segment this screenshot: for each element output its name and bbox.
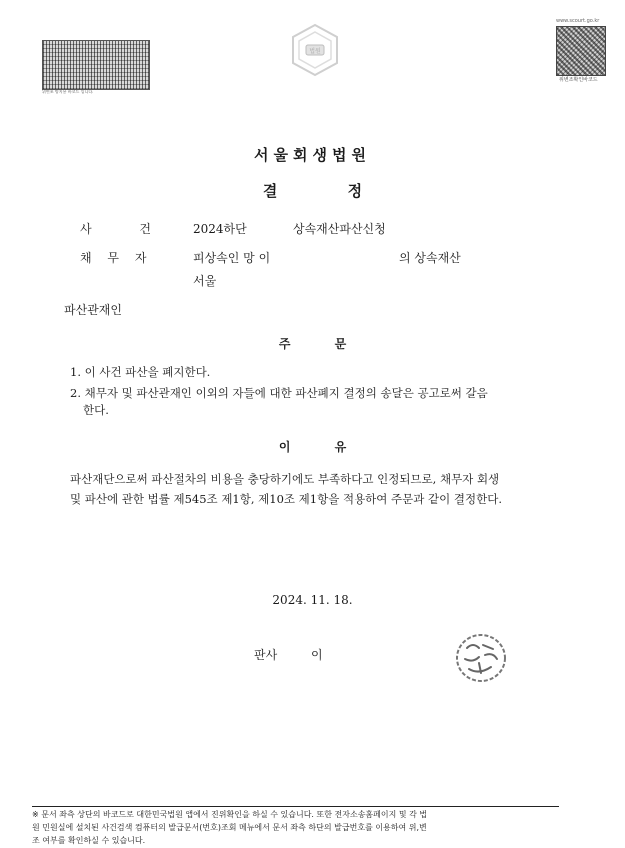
decision-date: 2024. 11. 18. <box>272 593 353 607</box>
barcode-caption: 위변조 방지용 바코드 입니다. <box>42 89 94 94</box>
document-title: 결 정 <box>262 182 363 200</box>
verification-qr-code <box>556 26 606 76</box>
order-item-2-cont: 한다. <box>83 403 109 417</box>
reason-line-1: 파산재단으로써 파산절차의 비용을 충당하기에도 부족하다고 인정되므로, 채무자 회생 <box>70 472 500 486</box>
order-item-2: 2. 채무자 및 파산관재인 이외의 자들에 대한 파산폐지 결정의 송달은 공고로써 갈음 <box>70 386 488 400</box>
verification-barcode <box>42 40 150 90</box>
site-url: www.scourt.go.kr <box>556 18 600 24</box>
order-item-1: 1. 이 사건 파산을 폐지한다. <box>70 365 211 379</box>
notice-line: 조 여부를 확인하실 수 있습니다. <box>32 836 146 845</box>
seal-text: 법원 <box>309 48 321 55</box>
verification-notice <box>32 806 559 847</box>
debtor-label: 채 무 자 <box>80 251 147 265</box>
reason-heading: 이 유 <box>278 440 347 454</box>
notice-line: ※ 문서 좌측 상단의 바코드로 대한민국법원 앱에서 진위확인을 하실 수 있습니다. 또한 전자소송홈페이지 및 각 법 <box>32 810 428 819</box>
case-name: 상속재산파산신청 <box>293 222 386 236</box>
judge-name: 이 <box>311 648 323 662</box>
trustee-label: 파산관재인 <box>64 303 122 317</box>
reason-line-2: 및 파산에 관한 법률 제545조 제1항, 제10조 제1항을 적용하여 주문과 같이 결정한다. <box>70 492 503 506</box>
court-seal-icon <box>287 22 343 78</box>
case-label: 사 건 <box>80 222 151 236</box>
case-number: 2024하단 <box>193 222 247 236</box>
notice-line: 원 민원실에 설치된 사건검색 컴퓨터의 발급문서(번호)조회 메뉴에서 문서 좌측 하단의 발급번호를 이용하여 위,변 <box>32 823 427 832</box>
qr-caption: 위변조확인바코드 <box>559 77 598 83</box>
judge-seal-stamp-icon <box>455 633 507 683</box>
court-name: 서울회생법원 <box>254 146 371 164</box>
order-heading: 주 문 <box>278 337 347 351</box>
debtor-suffix: 의 상속재산 <box>399 251 461 265</box>
debtor-address: 서울 <box>193 274 217 288</box>
debtor-prefix: 피상속인 망 이 <box>193 251 271 265</box>
judge-title: 판사 <box>254 648 278 662</box>
